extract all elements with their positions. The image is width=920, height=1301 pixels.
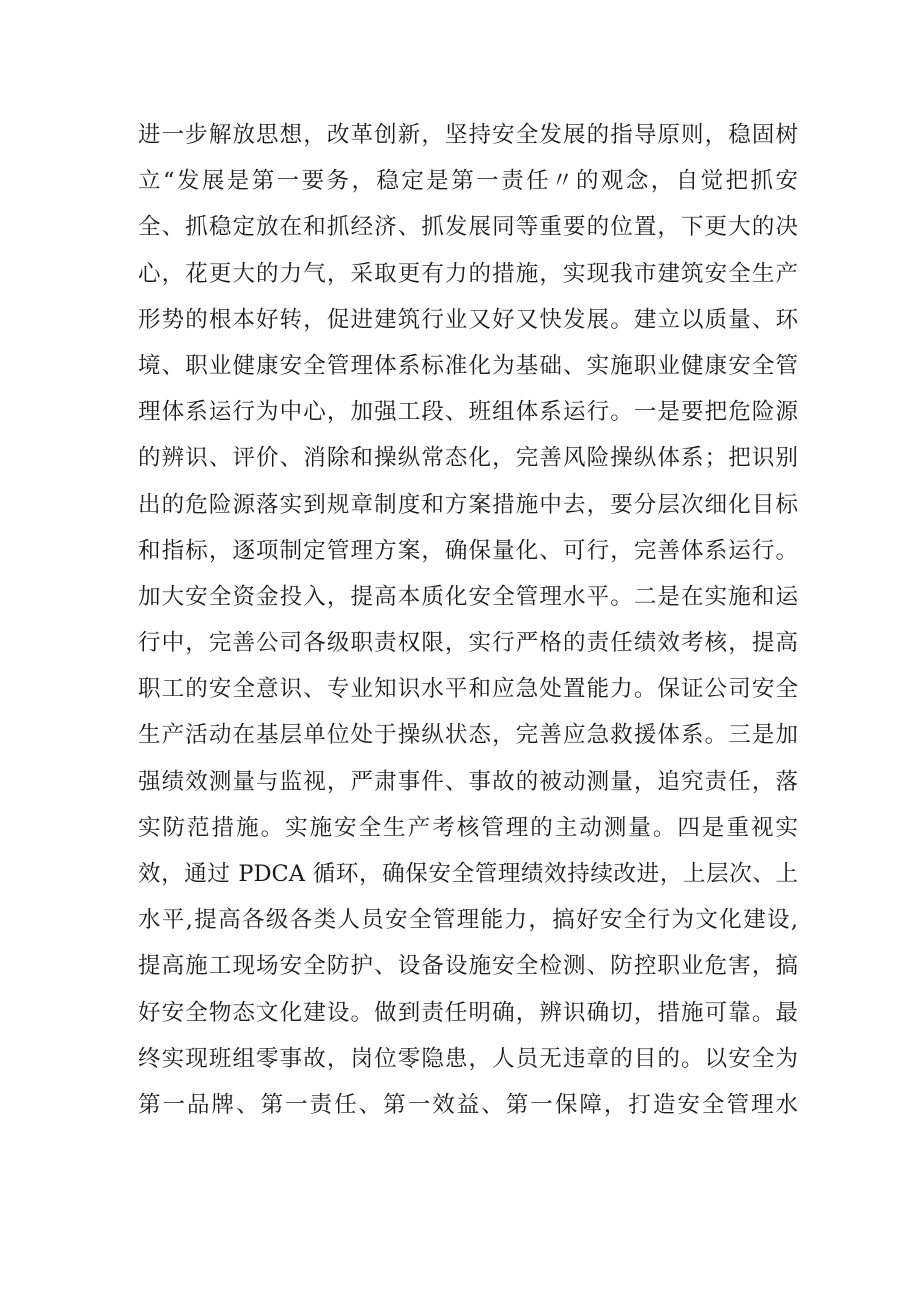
text-line: 第一品牌、第一责任、第一效益、第一保障，打造安全管理水 [138,1091,798,1118]
text-line: 提高施工现场安全防护、设备设施安全检测、防控职业危害，搞 [138,953,798,980]
text-line: 的辨识、评价、消除和操纵常态化，完善风险操纵体系；把识别 [138,445,798,472]
text-line: 形势的根本好转，促进建筑行业又好又快发展。建立以质量、环 [138,306,798,333]
text-line: 生产活动在基层单位处于操纵状态，完善应急救援体系。三是加 [138,722,798,749]
body-paragraph [138,112,798,1128]
text-line: 职工的安全意识、专业知识水平和应急处置能力。保证公司安全 [138,676,798,703]
text-line: 好安全物态文化建设。做到责任明确，辨识确切，措施可靠。最 [138,999,798,1026]
text-line: 出的危险源落实到规章制度和方案措施中去，要分层次细化目标 [138,491,798,518]
text-line: 效，通过 PDCA 循环，确保安全管理绩效持续改进，上层次、上 [138,861,798,887]
text-line: 境、职业健康安全管理体系标准化为基础、实施职业健康安全管 [138,352,798,379]
text-line: 和指标，逐项制定管理方案，确保量化、可行，完善体系运行。 [138,537,798,564]
text-line: 理体系运行为中心，加强工段、班组体系运行。一是要把危险源 [138,399,798,426]
text-line: 心，花更大的力气，采取更有力的措施，实现我市建筑安全生产 [138,260,798,287]
text-line: 行中，完善公司各级职责权限，实行严格的责任绩效考核，提高 [138,630,798,657]
text-line: 水平,提高各级各类人员安全管理能力，搞好安全行为文化建设, [138,907,798,934]
text-line: 进一步解放思想，改革创新，坚持安全发展的指导原则，稳固树 [138,122,798,148]
text-line: 实防范措施。实施安全生产考核管理的主动测量。四是重视实 [138,814,798,841]
text-line: 全、抓稳定放在和抓经济、抓发展同等重要的位置，下更大的决 [138,214,798,241]
text-line: 终实现班组零事故，岗位零隐患，人员无违章的目的。以安全为 [138,1045,798,1072]
text-line: 立“发展是第一要务，稳定是第一责任〃的观念，自觉把抓安 [138,168,798,195]
text-line: 强绩效测量与监视，严肃事件、事故的被动测量，追究责任，落 [138,768,798,795]
text-line: 加大安全资金投入，提高本质化安全管理水平。二是在实施和运 [138,583,798,610]
